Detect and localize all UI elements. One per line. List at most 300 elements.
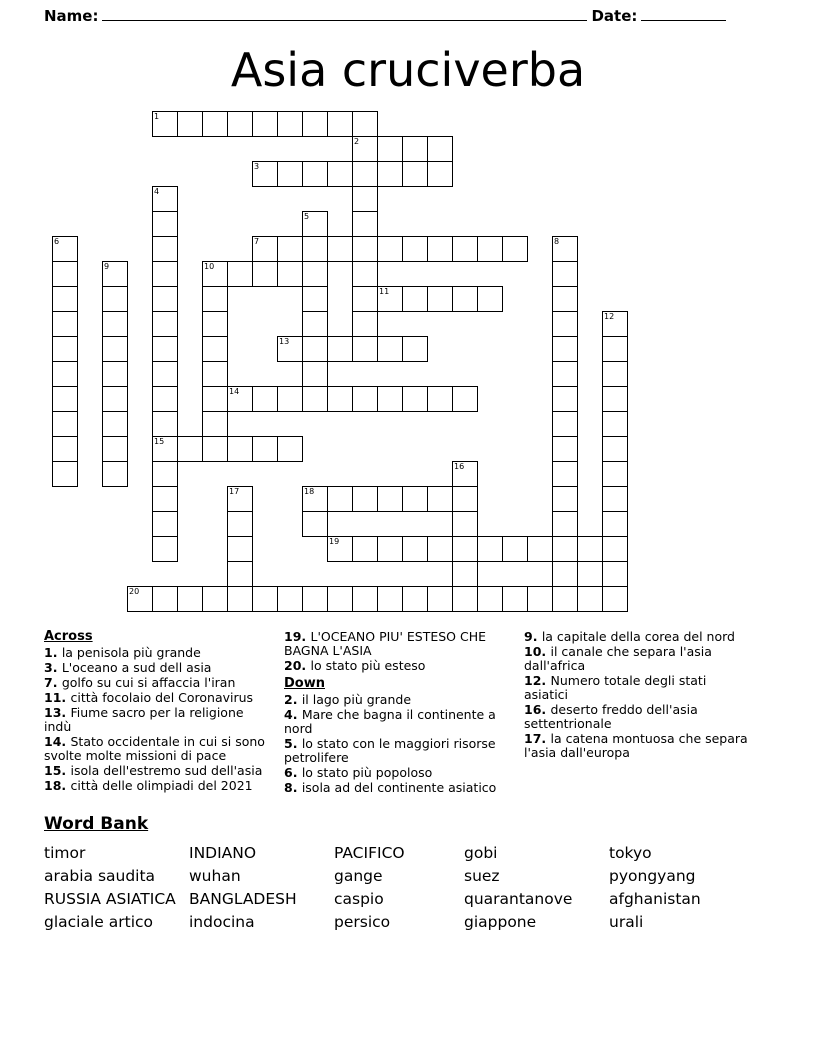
grid-cell[interactable]: [402, 386, 428, 412]
grid-cell-6[interactable]: [52, 236, 78, 262]
grid-cell[interactable]: [327, 111, 353, 137]
grid-cell[interactable]: [452, 236, 478, 262]
clue-number: 4.: [284, 707, 302, 722]
across-heading: Across: [44, 629, 93, 644]
grid-cell[interactable]: [602, 486, 628, 512]
grid-cell[interactable]: [577, 536, 603, 562]
grid-cell-20[interactable]: [127, 586, 153, 612]
grid-cell[interactable]: [552, 286, 578, 312]
grid-cell[interactable]: [152, 586, 178, 612]
grid-number: 18: [304, 487, 315, 496]
grid-cell[interactable]: [552, 336, 578, 362]
grid-cell[interactable]: [602, 386, 628, 412]
word-bank-item[interactable]: arabia saudita: [44, 867, 156, 885]
clue-text: Numero totale degli stati asiatici: [524, 673, 707, 702]
grid-cell[interactable]: [152, 311, 178, 337]
grid-cell[interactable]: [227, 261, 253, 287]
grid-cell[interactable]: [52, 436, 78, 462]
grid-number: 9: [104, 262, 110, 271]
grid-cell-4[interactable]: [152, 186, 178, 212]
grid-cell[interactable]: [577, 586, 603, 612]
grid-cell[interactable]: [277, 436, 303, 462]
grid-cell[interactable]: [227, 561, 253, 587]
grid-cell[interactable]: [427, 386, 453, 412]
grid-cell[interactable]: [452, 486, 478, 512]
grid-cell[interactable]: [277, 236, 303, 262]
grid-cell[interactable]: [302, 361, 328, 387]
grid-cell-2[interactable]: [352, 136, 378, 162]
grid-cell-17[interactable]: [227, 486, 253, 512]
word-bank-item[interactable]: quarantanove: [464, 890, 573, 908]
grid-cell[interactable]: [427, 586, 453, 612]
grid-cell[interactable]: [352, 211, 378, 237]
word-bank-column: [44, 842, 189, 934]
word-bank-column: [189, 842, 334, 934]
clue-item: [524, 703, 754, 731]
grid-cell-5[interactable]: [302, 211, 328, 237]
grid-cell[interactable]: [277, 386, 303, 412]
grid-cell[interactable]: [52, 336, 78, 362]
clue-item: [524, 645, 754, 673]
grid-cell[interactable]: [252, 111, 278, 137]
grid-number: 11: [379, 287, 390, 296]
clue-item: [44, 646, 274, 660]
clue-number: 15.: [44, 763, 71, 778]
grid-cell[interactable]: [52, 386, 78, 412]
clue-text: deserto freddo dell'asia settentrionale: [524, 702, 698, 731]
grid-cell[interactable]: [102, 361, 128, 387]
grid-number: 13: [279, 337, 290, 346]
grid-cell[interactable]: [202, 311, 228, 337]
grid-cell[interactable]: [227, 511, 253, 537]
grid-cell[interactable]: [302, 261, 328, 287]
grid-cell[interactable]: [277, 586, 303, 612]
grid-cell[interactable]: [352, 236, 378, 262]
grid-cell[interactable]: [452, 286, 478, 312]
grid-cell[interactable]: [277, 111, 303, 137]
grid-cell[interactable]: [152, 386, 178, 412]
clue-number: 11.: [44, 690, 71, 705]
clue-number: 16.: [524, 702, 551, 717]
clue-number: 17.: [524, 731, 551, 746]
clue-number: 19.: [284, 629, 311, 644]
grid-cell[interactable]: [327, 336, 353, 362]
grid-cell[interactable]: [327, 386, 353, 412]
grid-cell[interactable]: [552, 461, 578, 487]
grid-cell[interactable]: [302, 386, 328, 412]
grid-cell[interactable]: [477, 586, 503, 612]
grid-cell[interactable]: [252, 386, 278, 412]
grid-cell[interactable]: [102, 386, 128, 412]
clue-number: 5.: [284, 736, 302, 751]
clues-section: [44, 630, 772, 796]
word-bank-item[interactable]: tokyo: [609, 844, 652, 862]
grid-cell[interactable]: [602, 436, 628, 462]
grid-cell[interactable]: [52, 261, 78, 287]
word-bank-item[interactable]: indocina: [189, 913, 255, 931]
grid-cell[interactable]: [377, 536, 403, 562]
clue-column-2: [284, 630, 524, 796]
word-bank-item[interactable]: gange: [334, 867, 383, 885]
grid-cell[interactable]: [377, 236, 403, 262]
grid-cell[interactable]: [427, 161, 453, 187]
word-bank-item[interactable]: timor: [44, 844, 86, 862]
grid-cell[interactable]: [302, 311, 328, 337]
grid-cell[interactable]: [102, 411, 128, 437]
grid-number: 16: [454, 462, 465, 471]
grid-cell[interactable]: [177, 111, 203, 137]
clue-text: lo stato più esteso: [310, 658, 426, 673]
grid-cell[interactable]: [327, 586, 353, 612]
clue-text: isola ad del continente asiatico: [301, 780, 497, 795]
grid-cell[interactable]: [552, 511, 578, 537]
grid-cell[interactable]: [202, 111, 228, 137]
clue-number: 1.: [44, 645, 62, 660]
clue-text: Stato occidentale in cui si sono svolte molte missioni di pace: [44, 734, 265, 763]
clue-item: [44, 735, 274, 763]
grid-number: 3: [254, 162, 260, 171]
grid-cell[interactable]: [277, 261, 303, 287]
clue-text: città delle olimpiadi del 2021: [70, 778, 253, 793]
grid-cell[interactable]: [427, 236, 453, 262]
clue-item: [44, 661, 274, 675]
grid-cell-16[interactable]: [452, 461, 478, 487]
date-label: Date:: [591, 7, 638, 25]
grid-cell[interactable]: [327, 161, 353, 187]
grid-cell[interactable]: [52, 411, 78, 437]
grid-number: 14: [229, 387, 240, 396]
grid-cell[interactable]: [602, 511, 628, 537]
grid-number: 15: [154, 437, 165, 446]
clue-number: 14.: [44, 734, 71, 749]
grid-cell[interactable]: [552, 586, 578, 612]
crossword-grid[interactable]: [44, 111, 772, 626]
clue-item: [284, 630, 514, 658]
grid-cell[interactable]: [302, 161, 328, 187]
grid-cell[interactable]: [427, 536, 453, 562]
grid-number: 19: [329, 537, 340, 546]
grid-cell[interactable]: [402, 586, 428, 612]
word-bank-item[interactable]: giappone: [464, 913, 537, 931]
grid-cell[interactable]: [602, 586, 628, 612]
grid-cell[interactable]: [152, 211, 178, 237]
clue-text: L'OCEANO PIU' ESTESO CHE BAGNA L'ASIA: [284, 629, 487, 658]
grid-number: 20: [129, 587, 140, 596]
grid-cell[interactable]: [302, 286, 328, 312]
grid-number: 12: [604, 312, 615, 321]
clue-text: Fiume sacro per la religione indù: [44, 705, 244, 734]
clue-text: L'oceano a sud dell asia: [61, 660, 212, 675]
grid-cell[interactable]: [602, 536, 628, 562]
clue-number: 12.: [524, 673, 551, 688]
grid-cell[interactable]: [427, 286, 453, 312]
grid-number: 4: [154, 187, 160, 196]
grid-cell[interactable]: [102, 286, 128, 312]
grid-cell[interactable]: [552, 311, 578, 337]
clue-item: [44, 691, 274, 705]
grid-cell[interactable]: [152, 361, 178, 387]
grid-cell-13[interactable]: [277, 336, 303, 362]
grid-cell[interactable]: [352, 161, 378, 187]
grid-cell[interactable]: [352, 311, 378, 337]
grid-number: 1: [154, 112, 160, 121]
grid-cell[interactable]: [527, 586, 553, 612]
grid-cell[interactable]: [477, 286, 503, 312]
grid-cell[interactable]: [352, 486, 378, 512]
grid-cell[interactable]: [452, 561, 478, 587]
grid-cell[interactable]: [227, 586, 253, 612]
grid-cell[interactable]: [352, 586, 378, 612]
clue-item: [524, 732, 754, 760]
word-bank-column: [464, 842, 609, 934]
grid-cell[interactable]: [502, 236, 528, 262]
grid-cell[interactable]: [352, 536, 378, 562]
clue-text: la capitale della corea del nord: [541, 629, 735, 644]
grid-cell-15[interactable]: [152, 436, 178, 462]
grid-cell[interactable]: [477, 536, 503, 562]
grid-cell[interactable]: [102, 336, 128, 362]
clue-text: Mare che bagna il continente a nord: [284, 707, 496, 736]
grid-cell[interactable]: [452, 511, 478, 537]
clue-item: [44, 779, 274, 793]
grid-cell[interactable]: [402, 161, 428, 187]
grid-cell[interactable]: [552, 261, 578, 287]
grid-cell[interactable]: [427, 136, 453, 162]
grid-cell[interactable]: [152, 411, 178, 437]
grid-cell-19[interactable]: [327, 536, 353, 562]
grid-number: 8: [554, 237, 560, 246]
grid-cell-8[interactable]: [552, 236, 578, 262]
grid-cell[interactable]: [227, 111, 253, 137]
grid-number: 10: [204, 262, 215, 271]
word-bank-item[interactable]: wuhan: [189, 867, 241, 885]
grid-cell[interactable]: [402, 486, 428, 512]
grid-cell[interactable]: [352, 111, 378, 137]
grid-cell[interactable]: [227, 436, 253, 462]
grid-cell[interactable]: [302, 586, 328, 612]
grid-cell-7[interactable]: [252, 236, 278, 262]
grid-number: 5: [304, 212, 310, 221]
grid-cell[interactable]: [552, 486, 578, 512]
grid-cell[interactable]: [402, 286, 428, 312]
clue-item: [44, 706, 274, 734]
grid-cell-9[interactable]: [102, 261, 128, 287]
grid-cell[interactable]: [152, 511, 178, 537]
grid-cell[interactable]: [152, 286, 178, 312]
grid-cell[interactable]: [602, 561, 628, 587]
clue-text: città focolaio del Coronavirus: [70, 690, 254, 705]
grid-cell-11[interactable]: [377, 286, 403, 312]
clue-item: [284, 708, 514, 736]
grid-cell[interactable]: [102, 311, 128, 337]
clue-number: 7.: [44, 675, 62, 690]
grid-cell-12[interactable]: [602, 311, 628, 337]
grid-cell[interactable]: [502, 536, 528, 562]
grid-cell[interactable]: [352, 261, 378, 287]
grid-number: 6: [54, 237, 60, 246]
clue-number: 6.: [284, 765, 302, 780]
clue-text: la catena montuosa che separa l'asia dall'europa: [524, 731, 748, 760]
grid-cell[interactable]: [602, 336, 628, 362]
word-bank-item[interactable]: glaciale artico: [44, 913, 153, 931]
grid-cell[interactable]: [52, 461, 78, 487]
clue-item: [284, 659, 514, 673]
grid-cell[interactable]: [502, 586, 528, 612]
clue-item: [284, 693, 514, 707]
clue-number: 3.: [44, 660, 62, 675]
grid-cell[interactable]: [602, 461, 628, 487]
clue-item: [284, 737, 514, 765]
grid-cell-3[interactable]: [252, 161, 278, 187]
word-bank-item[interactable]: pyongyang: [609, 867, 696, 885]
clue-item: [44, 676, 274, 690]
grid-cell[interactable]: [152, 336, 178, 362]
grid-cell[interactable]: [102, 436, 128, 462]
grid-cell[interactable]: [552, 361, 578, 387]
clue-number: 13.: [44, 705, 71, 720]
clue-number: 20.: [284, 658, 311, 673]
grid-cell-10[interactable]: [202, 261, 228, 287]
grid-cell[interactable]: [52, 361, 78, 387]
grid-cell-18[interactable]: [302, 486, 328, 512]
grid-cell[interactable]: [377, 136, 403, 162]
grid-cell[interactable]: [552, 536, 578, 562]
grid-cell[interactable]: [102, 461, 128, 487]
clue-text: lo stato con le maggiori risorse petrolifere: [284, 736, 496, 765]
grid-cell[interactable]: [302, 336, 328, 362]
clue-text: golfo su cui si affaccia l'iran: [61, 675, 236, 690]
grid-cell[interactable]: [377, 336, 403, 362]
grid-cell[interactable]: [402, 236, 428, 262]
clue-text: la penisola più grande: [61, 645, 201, 660]
clue-text: il canale che separa l'asia dall'africa: [524, 644, 712, 673]
grid-cell[interactable]: [402, 536, 428, 562]
grid-cell[interactable]: [302, 111, 328, 137]
grid-cell[interactable]: [377, 386, 403, 412]
grid-cell[interactable]: [552, 411, 578, 437]
clue-text: il lago più grande: [301, 692, 412, 707]
word-bank-title: Word Bank: [44, 814, 149, 834]
grid-cell[interactable]: [352, 386, 378, 412]
word-bank-column: [334, 842, 464, 934]
grid-cell[interactable]: [452, 536, 478, 562]
word-bank-item[interactable]: INDIANO: [189, 844, 257, 862]
word-bank: [44, 814, 772, 934]
grid-cell[interactable]: [377, 586, 403, 612]
grid-cell[interactable]: [402, 336, 428, 362]
word-bank-item[interactable]: BANGLADESH: [189, 890, 297, 908]
grid-cell-14[interactable]: [227, 386, 253, 412]
name-blank[interactable]: [102, 6, 587, 21]
down-heading: Down: [284, 676, 325, 691]
page-title: Asia cruciverba: [230, 43, 586, 97]
grid-cell[interactable]: [602, 361, 628, 387]
grid-cell[interactable]: [377, 486, 403, 512]
date-blank[interactable]: [641, 6, 726, 21]
clue-number: 2.: [284, 692, 302, 707]
grid-cell[interactable]: [152, 236, 178, 262]
grid-cell[interactable]: [152, 461, 178, 487]
grid-cell[interactable]: [52, 286, 78, 312]
clue-number: 9.: [524, 629, 542, 644]
grid-cell[interactable]: [452, 386, 478, 412]
clue-item: [44, 764, 274, 778]
grid-cell[interactable]: [352, 186, 378, 212]
grid-cell[interactable]: [352, 336, 378, 362]
grid-cell[interactable]: [602, 411, 628, 437]
clue-text: isola dell'estremo sud dell'asia: [70, 763, 263, 778]
grid-cell[interactable]: [152, 536, 178, 562]
clue-item: [284, 781, 514, 795]
grid-cell[interactable]: [552, 561, 578, 587]
grid-cell[interactable]: [52, 311, 78, 337]
clue-number: 18.: [44, 778, 71, 793]
grid-cell[interactable]: [352, 286, 378, 312]
grid-cell[interactable]: [202, 336, 228, 362]
word-bank-item[interactable]: urali: [609, 913, 644, 931]
grid-cell[interactable]: [227, 536, 253, 562]
grid-cell[interactable]: [552, 386, 578, 412]
grid-cell[interactable]: [152, 486, 178, 512]
word-bank-item[interactable]: PACIFICO: [334, 844, 405, 862]
grid-cell[interactable]: [202, 386, 228, 412]
grid-cell[interactable]: [477, 236, 503, 262]
grid-cell[interactable]: [177, 436, 203, 462]
name-label: Name:: [44, 7, 99, 25]
grid-cell[interactable]: [302, 236, 328, 262]
clue-number: 10.: [524, 644, 551, 659]
word-bank-item[interactable]: gobi: [464, 844, 498, 862]
grid-cell[interactable]: [277, 161, 303, 187]
grid-cell[interactable]: [327, 236, 353, 262]
grid-cell[interactable]: [252, 586, 278, 612]
grid-number: 17: [229, 487, 240, 496]
clue-number: 8.: [284, 780, 302, 795]
grid-cell[interactable]: [252, 436, 278, 462]
grid-cell[interactable]: [202, 286, 228, 312]
grid-cell[interactable]: [202, 586, 228, 612]
grid-cell[interactable]: [202, 436, 228, 462]
grid-cell[interactable]: [377, 161, 403, 187]
clue-item: [524, 630, 754, 644]
grid-cell[interactable]: [452, 586, 478, 612]
grid-cell[interactable]: [152, 261, 178, 287]
word-bank-item[interactable]: persico: [334, 913, 391, 931]
grid-number: 2: [354, 137, 360, 146]
grid-cell[interactable]: [202, 361, 228, 387]
clue-item: [284, 766, 514, 780]
grid-cell-1[interactable]: [152, 111, 178, 137]
grid-cell[interactable]: [327, 486, 353, 512]
grid-cell[interactable]: [427, 486, 453, 512]
word-bank-item[interactable]: suez: [464, 867, 500, 885]
grid-cell[interactable]: [302, 511, 328, 537]
clue-column-1: [44, 630, 284, 796]
grid-cell[interactable]: [402, 136, 428, 162]
grid-cell[interactable]: [252, 261, 278, 287]
word-bank-item[interactable]: RUSSIA ASIATICA: [44, 890, 176, 908]
grid-cell[interactable]: [527, 536, 553, 562]
clue-item: [524, 674, 754, 702]
word-bank-item[interactable]: caspio: [334, 890, 384, 908]
clue-text: lo stato più popoloso: [301, 765, 433, 780]
clue-column-3: [524, 630, 764, 796]
word-bank-item[interactable]: afghanistan: [609, 890, 701, 908]
grid-cell[interactable]: [177, 586, 203, 612]
grid-cell[interactable]: [552, 436, 578, 462]
grid-cell[interactable]: [202, 411, 228, 437]
grid-number: 7: [254, 237, 260, 246]
